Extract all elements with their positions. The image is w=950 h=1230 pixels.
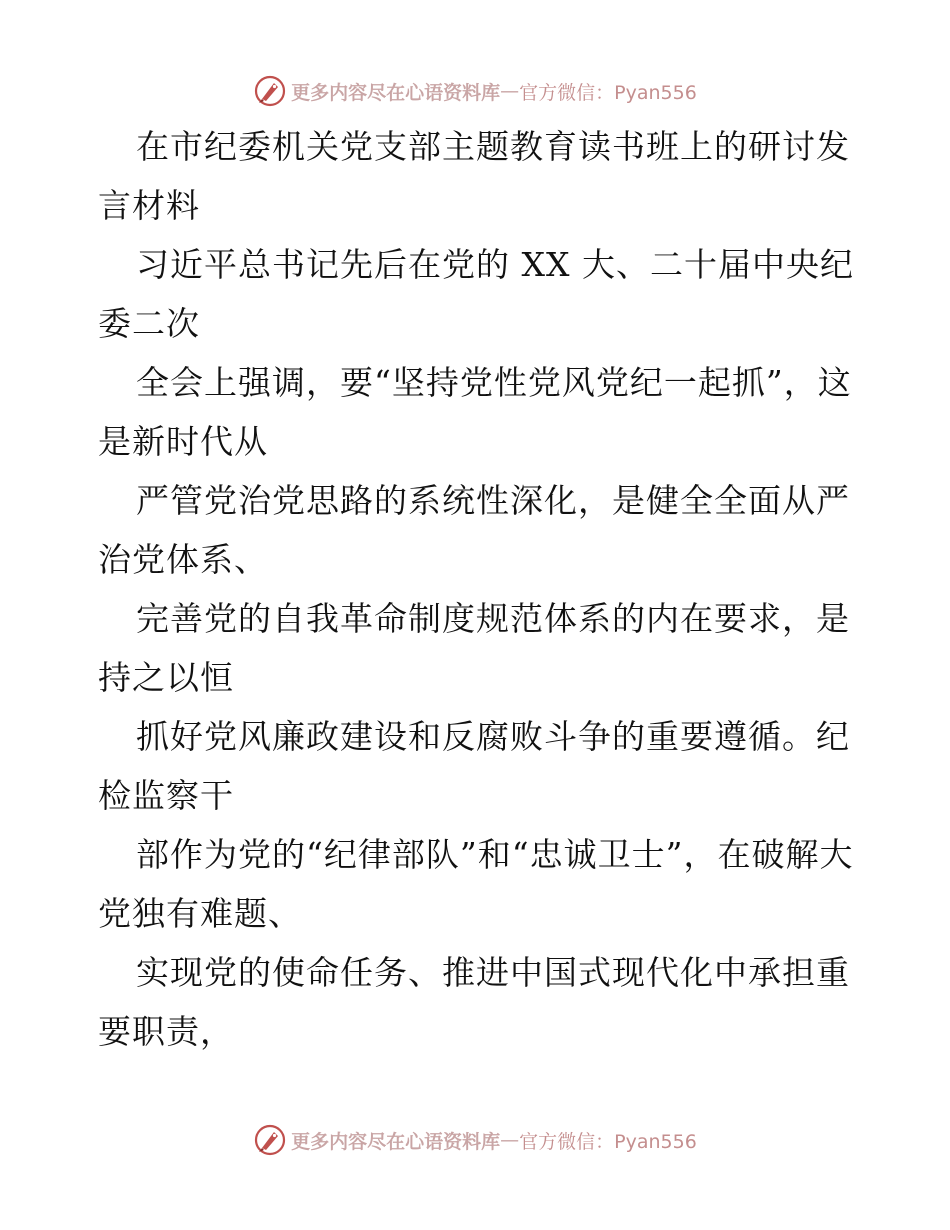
paragraph: 实现党的使命任务、推进中国式现代化中承担重要职责， <box>98 953 850 1051</box>
pen-nib-logo-icon <box>253 1123 287 1157</box>
paragraph: 严管党治党思路的系统性深化，是健全全面从严治党体系、 <box>98 481 850 579</box>
banner-separator: — <box>500 1129 520 1151</box>
paragraph: 在市纪委机关党支部主题教育读书班上的研讨发言材料 <box>98 127 850 225</box>
paragraph: 完善党的自我革命制度规范体系的内在要求，是持之以恒 <box>98 599 850 697</box>
paragraph: 全会上强调，要“坚持党性党风党纪一起抓”，这是新时代从 <box>98 363 852 461</box>
footer-watermark-banner <box>0 1118 950 1162</box>
banner-contact-text: 官方微信：Pyan556 <box>519 1130 697 1153</box>
banner-contact-text: 官方微信：Pyan556 <box>519 81 697 104</box>
banner-main-text: 更多内容尽在心语资料库 <box>291 81 501 104</box>
paragraph: 部作为党的“纪律部队”和“忠诚卫士”，在破解大党独有难题、 <box>98 835 854 933</box>
banner-main-text: 更多内容尽在心语资料库 <box>291 1130 501 1153</box>
pen-nib-logo-icon <box>253 74 287 108</box>
banner-separator: — <box>500 80 520 102</box>
paragraph: 抓好党风廉政建设和反腐败斗争的重要遵循。纪检监察干 <box>98 717 850 815</box>
document-body <box>98 117 858 1061</box>
paragraph: 习近平总书记先后在党的 XX 大、二十届中央纪委二次 <box>98 245 854 343</box>
header-watermark-banner <box>0 69 950 113</box>
